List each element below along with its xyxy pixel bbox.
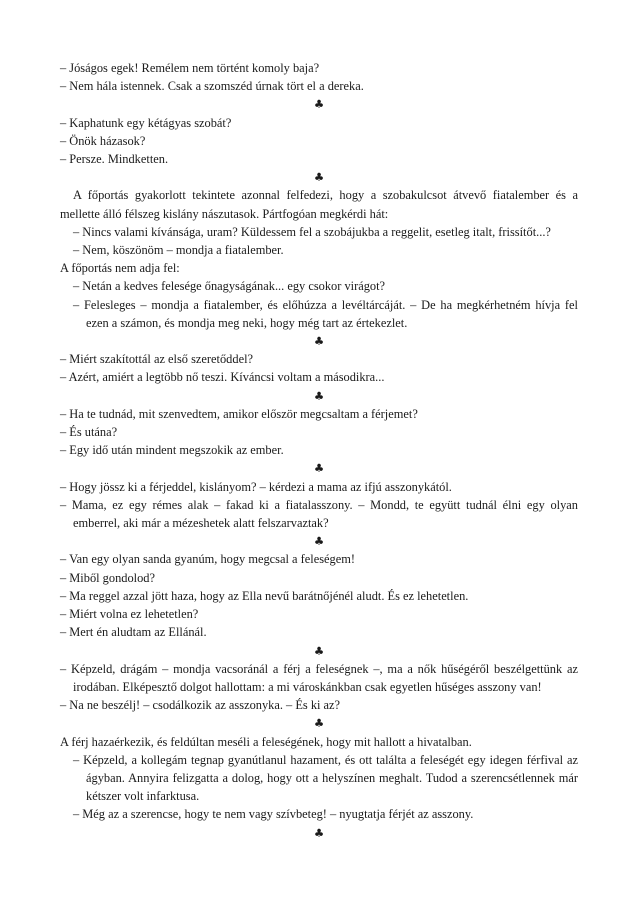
text-line: – Egy idő után mindent megszokik az ember. xyxy=(60,443,284,458)
text-line: – Hogy jössz ki a férjeddel, kislányom? – kérdezi a mama az ifjú asszonykától. xyxy=(60,479,452,494)
text-line: – Miért volna ez lehetetlen? xyxy=(60,607,199,622)
text-line: – Netán a kedves felesége őnagyságának... egy csokor virágot? xyxy=(73,279,386,294)
text-line: – Önök házasok? xyxy=(60,133,146,148)
text-line: – Képzeld, drágám – mondja vacsoránál a férj a feleségnek –, ma a nők hűségéről beszélgettünk az irodában. Elképesztő dolgot hallottam: a mi városkánkban csak egyetlen hűséges asszony van! xyxy=(60,661,578,694)
club-separator: ♣ xyxy=(313,388,325,403)
text-line: – Miből gondolod? xyxy=(60,570,155,585)
text-line: – Felesleges – mondja a fiatalember, és előhúzza a levéltárcáját. – De ha megkérhetném hívja fel ezen a számon, és mondja meg neki, hogy még tart az értekezlet. xyxy=(73,297,578,330)
text-line: – Mert én aludtam az Ellánál. xyxy=(60,625,207,640)
text-line: A főportás gyakorlott tekintete azonnal felfedezi, hogy a szobakulcsot átvevő fiatalember és a mellette álló félszeg kislány nászutasok. Pártfogóan megkérdi hát: xyxy=(60,188,578,221)
text-line: – Nem hála istennek. Csak a szomszéd úrnak tört el a dereka. xyxy=(60,79,364,94)
club-separator: ♣ xyxy=(313,534,325,549)
text-line: – Kaphatunk egy kétágyas szobát? xyxy=(60,115,232,130)
joke-collection-text xyxy=(60,59,578,842)
club-separator: ♣ xyxy=(313,461,325,476)
text-line: – Még az a szerencse, hogy te nem vagy szívbeteg! – nyugtatja férjét az asszony. xyxy=(73,807,474,822)
text-line: – Nincs valami kívánsága, uram? Küldessem fel a szobájukba a reggelit, esetleg italt, frissítőt...? xyxy=(73,224,551,239)
text-line: – Nem, köszönöm – mondja a fiatalember. xyxy=(73,243,284,258)
club-separator: ♣ xyxy=(313,643,325,658)
club-separator: ♣ xyxy=(313,97,325,112)
club-separator: ♣ xyxy=(313,334,325,349)
text-line: A férj hazaérkezik, és feldúltan meséli a feleségének, hogy mit hallott a hivatalban. xyxy=(60,734,472,749)
text-line: – Ha te tudnád, mit szenvedtem, amikor először megcsaltam a férjemet? xyxy=(60,406,418,421)
text-line: – Ma reggel azzal jött haza, hogy az Ella nevű barátnőjénél aludt. És ez lehetetlen. xyxy=(60,588,469,603)
text-line: – És utána? xyxy=(60,425,118,440)
club-separator: ♣ xyxy=(313,825,325,840)
text-line: – Mama, ez egy rémes alak – fakad ki a fiatalasszony. – Mondd, te együtt tudnál élni egy olyan emberrel, aki már a mézeshetek alatt felszarvaztak? xyxy=(60,497,578,531)
text-line: – Na ne beszélj! – csodálkozik az asszonyka. – És ki az? xyxy=(60,698,341,713)
text-line: – Persze. Mindketten. xyxy=(60,152,169,167)
text-line: – Azért, amiért a legtöbb nő teszi. Kíváncsi voltam a másodikra... xyxy=(60,370,385,385)
text-line: – Képzeld, a kollegám tegnap gyanútlanul hazament, és ott találta a feleségét egy idegen férfival az ágyban. Annyira felizgatta a dolog, hogy ott a helyszínen meghalt. Tudod a szerencsétlennek már kétszer volt infarktusa. xyxy=(73,752,578,804)
text-line: A főportás nem adja fel: xyxy=(60,261,180,276)
text-line: – Miért szakítottál az első szeretőddel? xyxy=(60,352,254,367)
text-line: – Van egy olyan sanda gyanúm, hogy megcsal a feleségem! xyxy=(60,552,355,567)
club-separator: ♣ xyxy=(313,716,325,731)
text-line: – Jóságos egek! Remélem nem történt komoly baja? xyxy=(60,61,320,75)
club-separator: ♣ xyxy=(313,170,325,185)
